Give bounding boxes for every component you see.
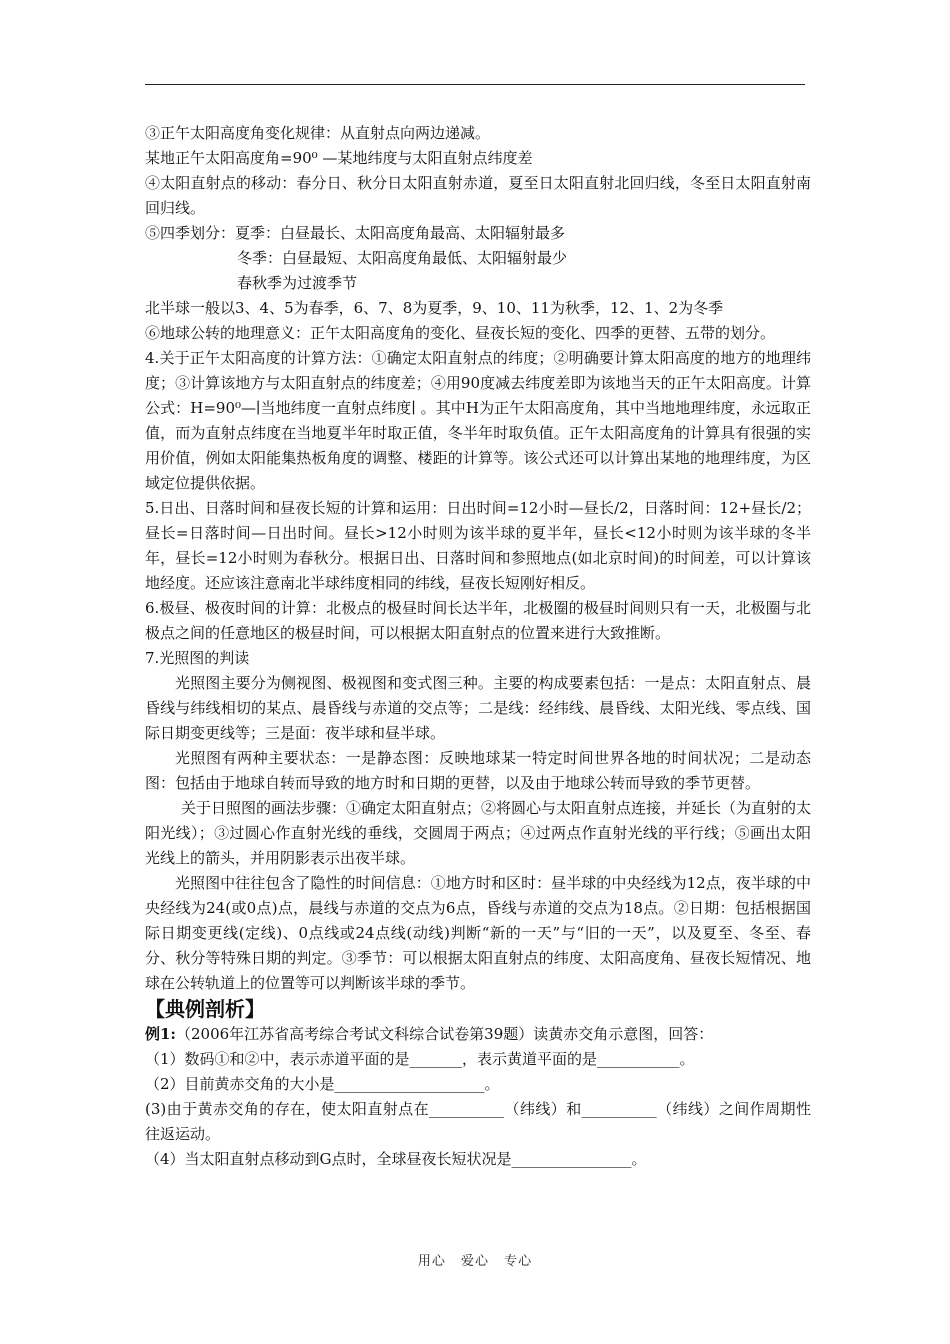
- paragraph: 光照图有两种主要状态：一是静态图：反映地球某一特定时间世界各地的时间状况；二是动态图：包括由于地球自转而导致的地方时和日期的更替，以及由于地球公转而导致的季节更替。: [145, 749, 811, 792]
- paragraph: 光照图主要分为侧视图、极视图和变式图三种。主要的构成要素包括：一是点：太阳直射点、晨昏线与纬线相切的某点、晨昏线与赤道的交点等；二是线：经纬线、晨昏线、太阳光线、零点线、国际日期变更线等；三是面：夜半球和昼半球。: [145, 674, 811, 742]
- document-body: [145, 121, 811, 1172]
- paragraph: ⑤四季划分：夏季：白昼最长、太阳高度角最高、太阳辐射最多: [145, 224, 566, 242]
- paragraph: 5.日出、日落时间和昼夜长短的计算和运用：日出时间=12小时—昼长/2，日落时间：12+昼长/2；昼长=日落时间—日出时间。昼长>12小时则为该半球的夏半年，昼长<12小时则为该半球的冬半年，昼长=12小时则为春秋分。根据日出、日落时间和参照地点(如北京时间)的时间差，可以计算该地经度。还应该注意南北半球纬度相同的纬线，昼夜长短刚好相反。: [145, 499, 811, 592]
- section-heading: 【典例剖析】: [145, 997, 265, 1021]
- paragraph: 春秋季为过渡季节: [237, 274, 358, 292]
- paragraph: 某地正午太阳高度角=90⁰ —某地纬度与太阳直射点纬度差: [145, 149, 533, 167]
- question: (3)由于黄赤交角的存在，使太阳直射点在__________（纬线）和__________（纬线）之间作周期性往返运动。: [145, 1100, 811, 1143]
- question: （2）目前黄赤交角的大小是____________________。: [145, 1075, 500, 1093]
- question: （4）当太阳直射点移动到G点时，全球昼夜长短状况是________________。: [145, 1150, 647, 1168]
- paragraph: ③正午太阳高度角变化规律：从直射点向两边递减。: [145, 124, 491, 142]
- paragraph: 关于日照图的画法步骤：①确定太阳直射点；②将圆心与太阳直射点连接，并延长（为直射的太阳光线）；③过圆心作直射光线的垂线，交圆周于两点；④过两点作直射光线的平行线；⑤画出太阳光线上的箭头，并用阴影表示出夜半球。: [145, 799, 812, 867]
- header-rule: [145, 84, 805, 85]
- example-intro: [145, 1022, 811, 1047]
- paragraph: ⑥地球公转的地理意义：正午太阳高度角的变化、昼夜长短的变化、四季的更替、五带的划分。: [145, 324, 776, 342]
- paragraph: 冬季：白昼最短、太阳高度角最低、太阳辐射最少: [237, 249, 568, 267]
- paragraph: 6.极昼、极夜时间的计算：北极点的极昼时间长达半年，北极圈的极昼时间则只有一天，北极圈与北极点之间的任意地区的极昼时间，可以根据太阳直射点的位置来进行大致推断。: [145, 599, 811, 642]
- paragraph: 北半球一般以3、4、5为春季，6、7、8为夏季，9、10、11为秋季，12、1、2为冬季: [145, 299, 724, 317]
- example-source: （2006年江苏省高考综合考试文科综合试卷第39题）读黄赤交角示意图，回答：: [175, 1025, 714, 1043]
- question: （1）数码①和②中，表示赤道平面的是_______，表示黄道平面的是___________。: [145, 1050, 695, 1068]
- paragraph: 4.关于正午太阳高度的计算方法：①确定太阳直射点的纬度；②明确要计算太阳高度的地方的地理纬度；③计算该地方与太阳直射点的纬度差；④用90度减去纬度差即为该地当天的正午太阳高度。计算公式：H=90⁰—∣当地纬度一直射点纬度∣ 。其中H为正午太阳高度角，其中当地地理纬度，永远取正值，而为直射点纬度在当地夏半年时取正值，冬半年时取负值。正午太阳高度角的计算具有很强的实用价值，例如太阳能集热板角度的调整、楼距的计算等。该公式还可以计算出某地的地理纬度，为区域定位提供依据。: [145, 349, 811, 492]
- paragraph: ④太阳直射点的移动：春分日、秋分日太阳直射赤道，夏至日太阳直射北回归线，冬至日太阳直射南回归线。: [145, 174, 811, 217]
- paragraph: 7.光照图的判读: [145, 649, 250, 667]
- paragraph: 光照图中往往包含了隐性的时间信息：①地方时和区时：昼半球的中央经线为12点，夜半球的中央经线为24(或0点)点，晨线与赤道的交点为6点，昏线与赤道的交点为18点。②日期：包括根据国际日期变更线(定线)、0点线或24点线(动线)判断“新的一天”与“旧的一天”，以及夏至、冬至、春分、秋分等特殊日期的判定。③季节：可以根据太阳直射点的纬度、太阳高度角、昼夜长短情况、地球在公转轨道上的位置等可以判断该半球的季节。: [145, 874, 811, 992]
- page-footer: 用心 爱心 专心: [417, 1254, 533, 1269]
- example-label: 例1:: [145, 1025, 176, 1043]
